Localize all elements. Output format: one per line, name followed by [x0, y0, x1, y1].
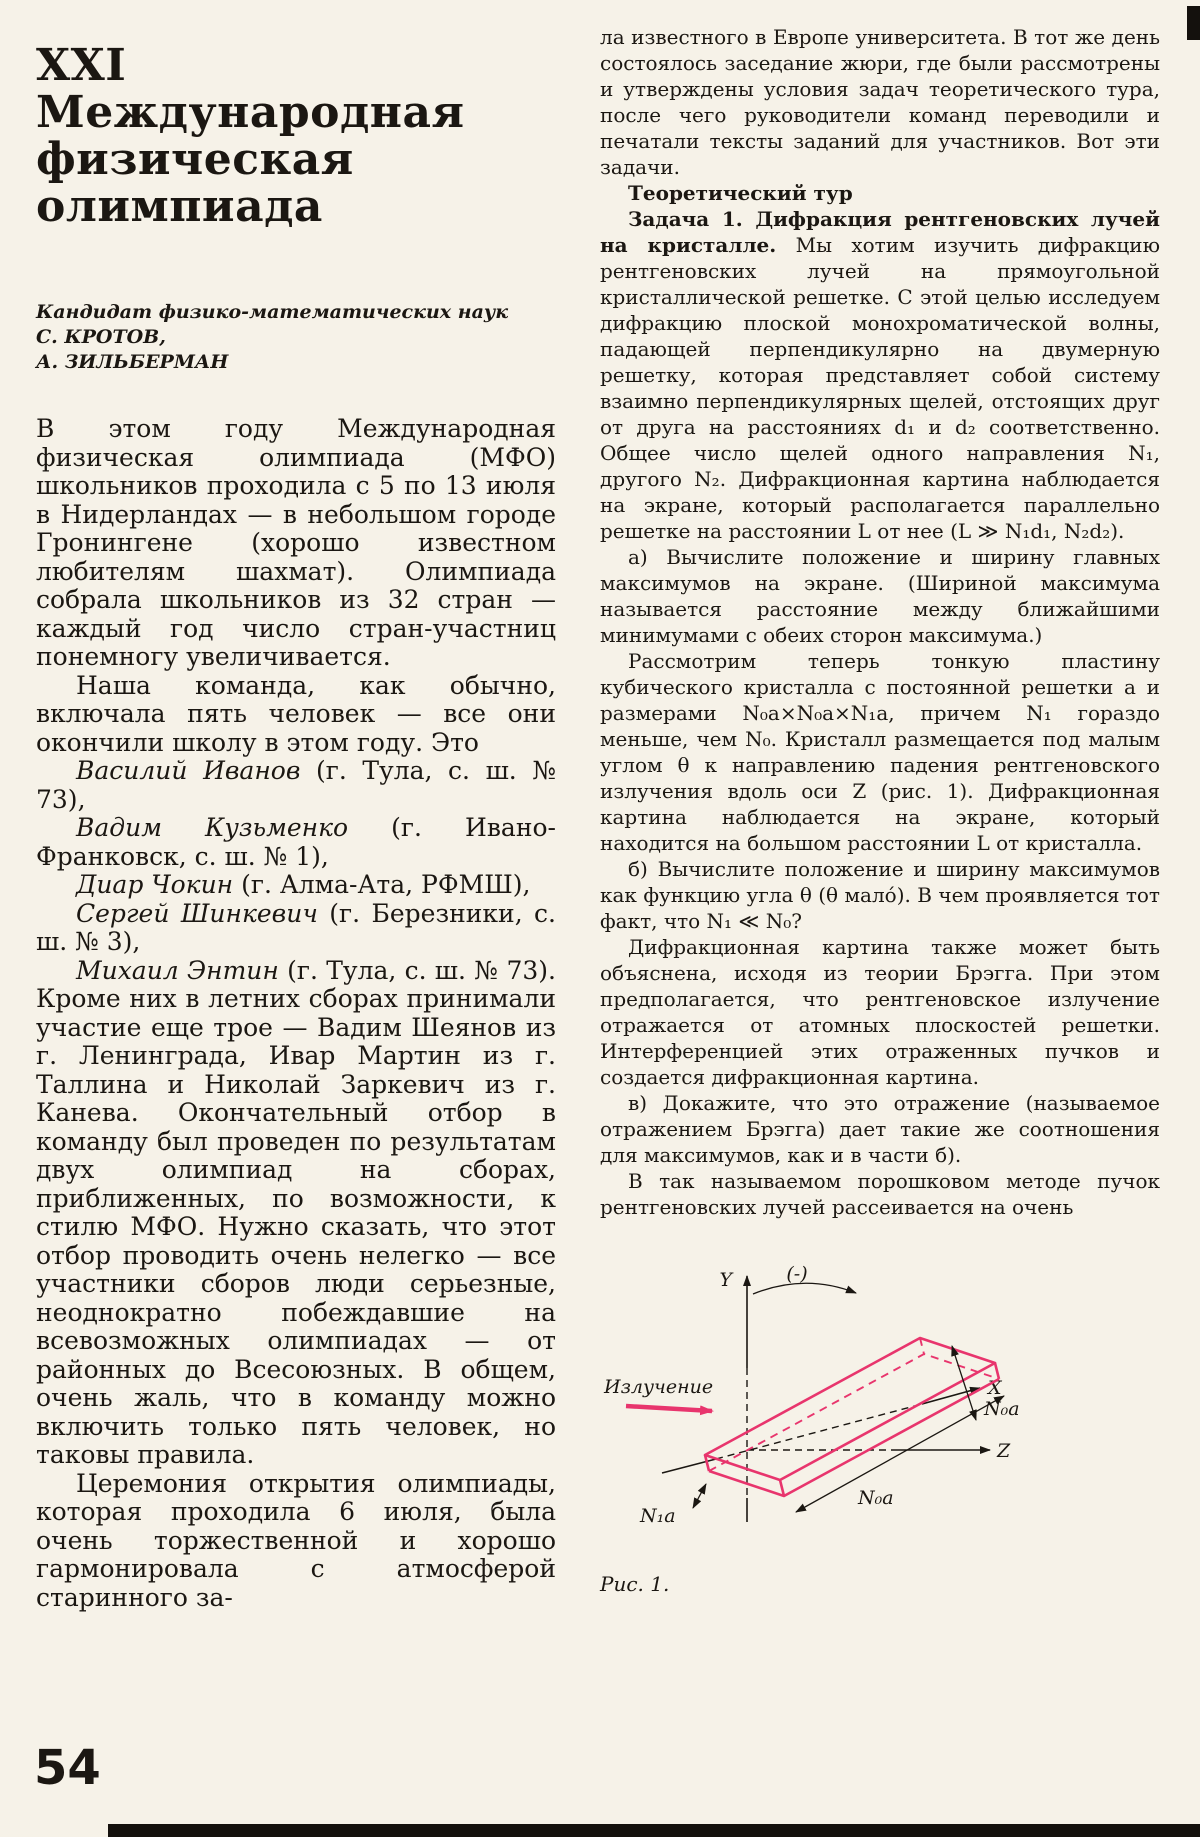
crystal-diffraction-diagram	[600, 1260, 1160, 1560]
text-run: Церемония открытия олимпиады, которая проходила 6 июля, была очень торжественной и хорошо гармонировала с атмосферой старинного за-	[36, 1468, 556, 1612]
page-number: 54	[34, 1740, 101, 1796]
right-column	[600, 24, 1160, 1596]
angle-label: (-)	[786, 1263, 808, 1285]
text-run: (г. Тула, с. ш. № 73),	[36, 756, 556, 814]
text-run: В этом году Международная физическая олимпиада (МФО) школьников проходила с 5 по 13 июля в Нидерландах — в небольшом городе Гронингене (хорошо известном любителям шахмат). Олимпиада собрала школьников из 32 стран — каждый год число стран-участниц понемногу увеличивается.	[36, 414, 556, 671]
paragraph	[600, 648, 1160, 856]
text-run: б) Вычислите положение и ширину максимумов как функцию угла θ (θ мало́). В чем проявляется тот факт, что N₁ ≪ N₀?	[600, 857, 1160, 933]
title-line: олимпиада	[36, 181, 323, 232]
text-run: (г. Тула, с. ш. № 73). Кроме них в летних сборах принимали участие еще трое — Вадим Шеянов из г. Ленинграда, Ивар Мартин из г. Таллина и Николай Заркевич из г. Канева. Окончательный отбор в команду был проведен по результатам двух олимпиад на сборах, приближенных, по возможности, к стилю МФО. Нужно сказать, что этот отбор проводить очень нелегко — все участники сборов люди серьезные, неоднократно побеждавшие на всевозможных олимпиадах — от районных до Всесоюзных. В общем, очень жаль, что в команду можно включить только пять человек, но таковы правила.	[36, 955, 556, 1469]
text-run: Наша команда, как обычно, включала пять человек — все они окончили школу в этом году. Это	[36, 670, 556, 757]
text-run: Задача 1. Дифракция рентгеновских лучей на кристалле.	[600, 207, 1160, 257]
dimension-bottom-label: N₀a	[858, 1487, 894, 1509]
text-run: Мы хотим изучить дифракцию рентгеновских лучей на прямоугольной кристаллической решетке. С этой целью исследуем дифракцию плоской монохроматической волны, падающей перпендикулярно на двумерную решетку, которая представляет собой систему взаимно перпендикулярных щелей, отстоящих друг от друга на расстояниях d₁ и d₂ соответственно. Общее число щелей одного направления N₁, другого N₂. Дифракционная картина наблюдается на экране, который располагается параллельно решетке на расстоянии L от нее (L ≫ N₁d₁, N₂d₂).	[600, 233, 1160, 543]
title-line: физическая	[36, 134, 354, 185]
dimension-right-label: N₀a	[984, 1398, 1020, 1420]
text-run: В так называемом порошковом методе пучок рентгеновских лучей рассеивается на очень	[600, 1169, 1160, 1219]
paragraph	[600, 856, 1160, 934]
left-column-text	[36, 415, 556, 1612]
radiation-label: Излучение	[604, 1376, 714, 1398]
paragraph	[600, 206, 1160, 544]
paragraph	[36, 900, 556, 957]
text-run: ла известного в Европе университета. В тот же день состоялось заседание жюри, где были рассмотрены и утверждены условия задач теоретического тура, после чего руководители команд переводили и печатали тексты заданий для участников. Вот эти задачи.	[600, 25, 1160, 179]
title-line: Международная	[36, 87, 465, 138]
text-run: Дифракционная картина также может быть объяснена, исходя из теории Брэгга. При этом предполагается, что рентгеновское излучение отражается от атомных плоскостей решетки. Интерференцией этих отраженных пучков и создается дифракционная картина.	[600, 935, 1160, 1089]
left-column	[36, 42, 556, 1612]
text-run: Сергей Шинкевич	[76, 898, 318, 928]
paragraph	[600, 24, 1160, 180]
paragraph	[600, 1090, 1160, 1168]
paragraph	[36, 957, 556, 1470]
paragraph	[36, 415, 556, 672]
text-run: Вадим Кузьменко	[76, 813, 349, 842]
dimension-thickness	[639, 1484, 706, 1527]
paragraph	[600, 180, 1160, 206]
byline-author: А. ЗИЛЬБЕРМАН	[36, 351, 229, 373]
text-run: Диар Чокин	[76, 870, 234, 899]
scan-corner-mark	[1187, 6, 1200, 40]
byline-author: С. КРОТОВ,	[36, 326, 166, 348]
figure-1	[600, 1260, 1160, 1596]
text-run: а) Вычислите положение и ширину главных максимумов на экране. (Шириной максимума называется расстояние между ближайшими минимумами с обеих сторон максимума.)	[600, 545, 1160, 647]
paragraph	[36, 757, 556, 814]
byline	[36, 300, 556, 375]
x-axis-label: X	[988, 1377, 1002, 1399]
paragraph	[36, 814, 556, 871]
radiation-arrow	[603, 1376, 713, 1411]
text-run: Михаил Энтин	[76, 955, 279, 985]
right-column-text	[600, 24, 1160, 1220]
scan-bottom-bar	[108, 1824, 1200, 1837]
y-axis-label: Y	[719, 1269, 732, 1291]
paragraph	[600, 1168, 1160, 1220]
text-run: Василий Иванов	[76, 756, 301, 785]
angle-arc	[753, 1263, 856, 1294]
crystal-slab	[705, 1338, 999, 1496]
article-title	[36, 42, 556, 230]
figure-caption: Рис. 1.	[600, 1572, 670, 1596]
paragraph	[36, 871, 556, 900]
text-run: (г. Ивано-Франковск, с. ш. № 1),	[36, 813, 556, 871]
paragraph	[600, 934, 1160, 1090]
dimension-thickness-label: N₁a	[640, 1505, 676, 1527]
y-axis	[719, 1269, 747, 1522]
text-run: в) Докажите, что это отражение (называемое отражением Брэгга) дает такие же соотношения для максимумов, как и в части б).	[600, 1091, 1160, 1167]
byline-line: Кандидат физико-математических наук	[36, 301, 509, 323]
paragraph	[36, 1470, 556, 1613]
text-run: Рассмотрим теперь тонкую пластину кубического кристалла с постоянной решетки a и размерами N₀a×N₀a×N₁a, причем N₁ гораздо меньше, чем N₀. Кристалл размещается под малым углом θ к направлению падения рентгеновского излучения вдоль оси Z (рис. 1). Дифракционная картина наблюдается на экране, который находится на большом расстоянии L от кристалла.	[600, 649, 1160, 855]
z-axis-label: Z	[997, 1440, 1011, 1462]
text-run: (г. Березники, с. ш. № 3),	[36, 898, 556, 956]
title-line: XXI	[36, 40, 127, 91]
paragraph	[36, 672, 556, 758]
paragraph	[600, 544, 1160, 648]
dimension-right	[952, 1346, 1020, 1420]
text-run: Теоретический тур	[628, 181, 853, 205]
text-run: (г. Алма-Ата, РФМШ),	[233, 870, 531, 899]
